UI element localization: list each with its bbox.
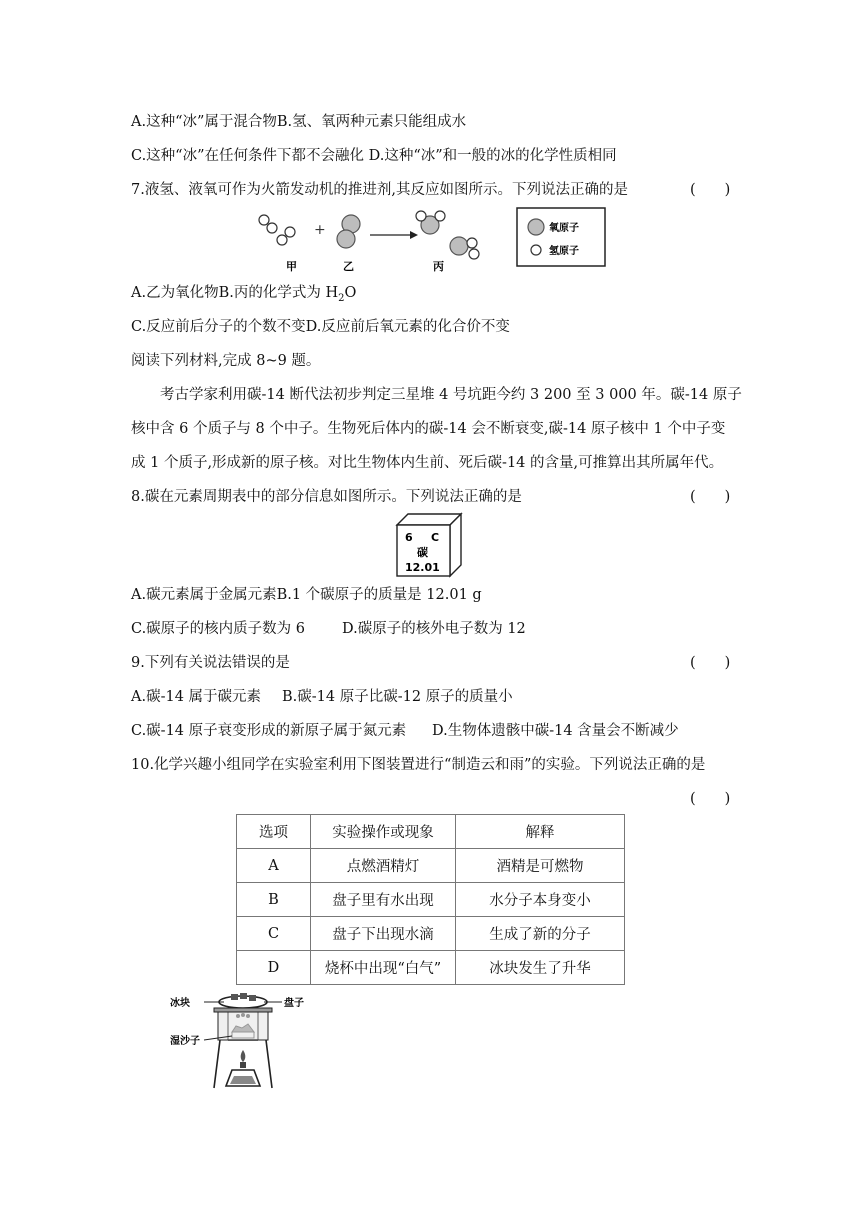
- table-header-cell: 选项: [237, 815, 311, 849]
- reading-intro: 阅读下列材料,完成 8~9 题。: [131, 353, 321, 369]
- plate-with-ice: [219, 993, 267, 1008]
- label-plate: 盘子: [284, 998, 304, 1009]
- label-jia: 甲: [286, 260, 297, 273]
- table-row: [237, 917, 625, 951]
- table-cell: D: [237, 951, 311, 985]
- reading-paragraph-line-2: 核中含 6 个质子与 8 个中子。生物死后体内的碳-14 会不断衰变,碳-14 原子核中 1 个中子变: [131, 421, 726, 437]
- q10-stem: 10.化学兴趣小组同学在实验室利用下图装置进行“制造云和雨”的实验。下列说法正确的是: [131, 757, 706, 773]
- q8-option-d: D.碳原子的核外电子数为 12: [342, 621, 526, 637]
- label-ice: 冰块: [170, 998, 190, 1009]
- table-cell: 烧杯中出现“白气”: [311, 951, 456, 985]
- element-symbol: C: [431, 531, 440, 544]
- reaction-arrow: [370, 231, 418, 239]
- element-mass: 12.01: [405, 561, 440, 574]
- table-cell: C: [237, 917, 311, 951]
- q9-option-b: B.碳-14 原子比碳-12 原子的质量小: [282, 689, 513, 705]
- q8-answer-bracket: ( ): [690, 489, 731, 505]
- molecule-jia-h2-b: [277, 227, 295, 245]
- table-cell: 酒精是可燃物: [456, 849, 625, 883]
- q6-options-cd: C.这种“冰”在任何条件下都不会融化 D.这种“冰”和一般的冰的化学性质相同: [131, 148, 617, 164]
- alcohol-lamp: [226, 1050, 260, 1086]
- q10-answer-bracket: ( ): [690, 791, 731, 807]
- q6-options-ab: A.这种“冰”属于混合物B.氢、氧两种元素只能组成水: [131, 114, 467, 130]
- label-bing: 丙: [433, 260, 444, 273]
- q9-option-a: A.碳-14 属于碳元素: [131, 689, 262, 705]
- label-yi: 乙: [343, 260, 354, 273]
- q9-option-c: C.碳-14 原子衰变形成的新原子属于氮元素: [131, 723, 407, 739]
- table-row: [237, 951, 625, 985]
- table-cell: 生成了新的分子: [456, 917, 625, 951]
- q7-options-cd: C.反应前后分子的个数不变D.反应前后氧元素的化合价不变: [131, 319, 510, 335]
- q9-option-d: D.生物体遗骸中碳-14 含量会不断减少: [432, 723, 679, 739]
- q10-options-table: [236, 814, 625, 985]
- molecule-yi-o2: [337, 215, 360, 248]
- formula-subscript: 2: [338, 292, 345, 304]
- table-cell: 盘子下出现水滴: [311, 917, 456, 951]
- molecule-bing-h2o-b: [450, 237, 479, 259]
- table-row: [237, 849, 625, 883]
- table-cell: A: [237, 849, 311, 883]
- q8-options-ab: A.碳元素属于金属元素B.1 个碳原子的质量是 12.01 g: [131, 587, 482, 603]
- q9-stem: 9.下列有关说法错误的是: [131, 655, 290, 671]
- table-cell: 冰块发生了升华: [456, 951, 625, 985]
- table-header-cell: 解释: [456, 815, 625, 849]
- legend-hydrogen: 氢原子: [549, 246, 579, 257]
- element-name: 碳: [417, 546, 428, 559]
- reaction-diagram: [250, 206, 610, 276]
- table-cell: 点燃酒精灯: [311, 849, 456, 883]
- table-header-row: [237, 815, 625, 849]
- q7-answer-bracket: ( ): [690, 182, 731, 198]
- legend-oxygen: 氧原子: [549, 223, 579, 234]
- formula-suffix: O: [344, 285, 357, 301]
- reading-paragraph-line-1: 考古学家利用碳-14 断代法初步判定三星堆 4 号坑距今约 3 200 至 3 000 年。碳-14 原子: [160, 387, 742, 403]
- table-header-cell: 实验操作或现象: [311, 815, 456, 849]
- q7-options-ab: [131, 283, 356, 309]
- cloud-rain-apparatus: [168, 988, 318, 1090]
- table-row: [237, 883, 625, 917]
- q7-option-ab-text: A.乙为氧化物B.丙的化学式为 H: [131, 285, 339, 301]
- diagram-legend: [517, 208, 605, 266]
- label-sand: 湿沙子: [170, 1036, 200, 1047]
- table-cell: 水分子本身变小: [456, 883, 625, 917]
- molecule-jia-h2-a: [259, 215, 277, 233]
- q8-stem: 8.碳在元素周期表中的部分信息如图所示。下列说法正确的是: [131, 489, 522, 505]
- periodic-table-cell: [394, 511, 466, 579]
- plus-sign: +: [314, 222, 326, 238]
- q9-answer-bracket: ( ): [690, 655, 731, 671]
- table-cell: 盘子里有水出现: [311, 883, 456, 917]
- table-cell: B: [237, 883, 311, 917]
- q7-stem: 7.液氢、液氧可作为火箭发动机的推进剂,其反应如图所示。下列说法正确的是: [131, 182, 628, 198]
- molecule-bing-h2o-a: [416, 211, 445, 234]
- q8-option-c: C.碳原子的核内质子数为 6: [131, 621, 306, 637]
- reading-paragraph-line-3: 成 1 个质子,形成新的原子核。对比生物体内生前、死后碳-14 的含量,可推算出其所属年代。: [131, 455, 724, 471]
- element-number: 6: [405, 531, 413, 544]
